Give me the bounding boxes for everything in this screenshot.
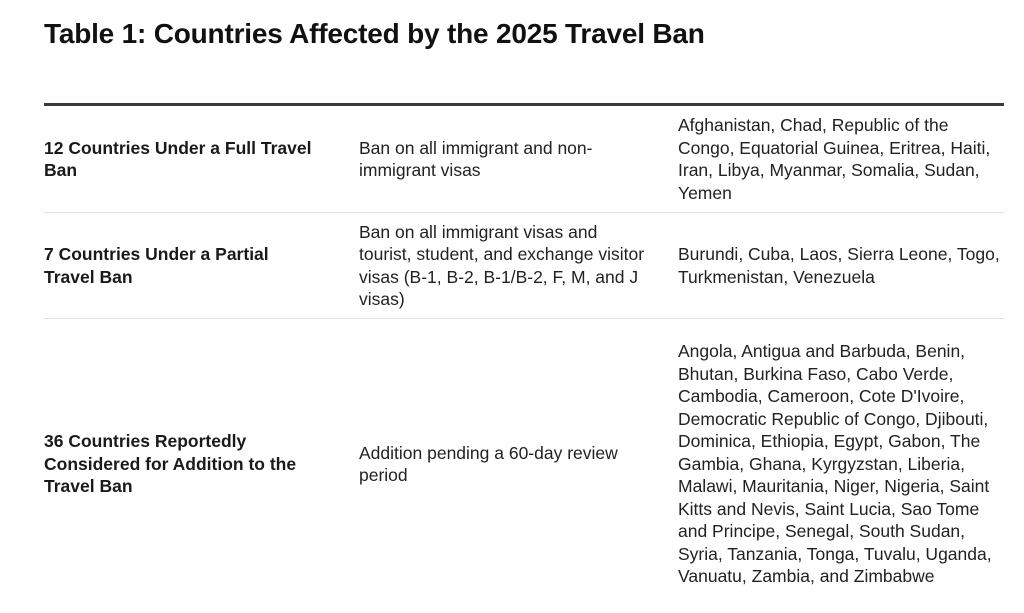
countries-cell: Afghanistan, Chad, Republic of the Congo, Equatorial Guinea, Eritrea, Haiti, Iran, Libya, Myanmar, Somalia, Sudan, Yemen [678, 115, 991, 203]
travel-ban-table [44, 103, 1004, 609]
restriction-cell: Ban on all immigrant and non-immigrant visas [359, 137, 593, 180]
countries-cell: Angola, Antigua and Barbuda, Benin, Bhutan, Burkina Faso, Cabo Verde, Cambodia, Cameroon, Cote D'Ivoire, Democratic Republic of Congo, Djibouti, Dominica, Ethiopia, Egypt, Gabon, The Gambia, Ghana, Kyrgyzstan, Liberia, Malawi, Mauritania, Niger, Nigeria, Saint Kitts and Nevis, Saint Lucia, Sao Tome and Principe, Senegal, South Sudan, Syria, Tanzania, Tonga, Tuvalu, Uganda, Vanuatu, Zambia, and Zimbabwe [678, 341, 992, 587]
category-cell: 12 Countries Under a Full Travel Ban [44, 137, 312, 180]
category-cell: 7 Countries Under a Partial Travel Ban [44, 244, 269, 287]
table-title: Table 1: Countries Affected by the 2025 Travel Ban [44, 18, 705, 49]
countries-cell: Burundi, Cuba, Laos, Sierra Leone, Togo, Turkmenistan, Venezuela [678, 244, 1000, 287]
restriction-cell: Ban on all immigrant visas and tourist, student, and exchange visitor visas (B-1, B-2, B-1/B-2, F, M, and J visas) [359, 221, 645, 309]
table-row [44, 319, 1004, 609]
table-row [44, 213, 1004, 319]
category-cell: 36 Countries Reportedly Considered for Addition to the Travel Ban [44, 431, 297, 497]
restriction-cell: Addition pending a 60-day review period [359, 442, 618, 485]
table-row [44, 106, 1004, 213]
